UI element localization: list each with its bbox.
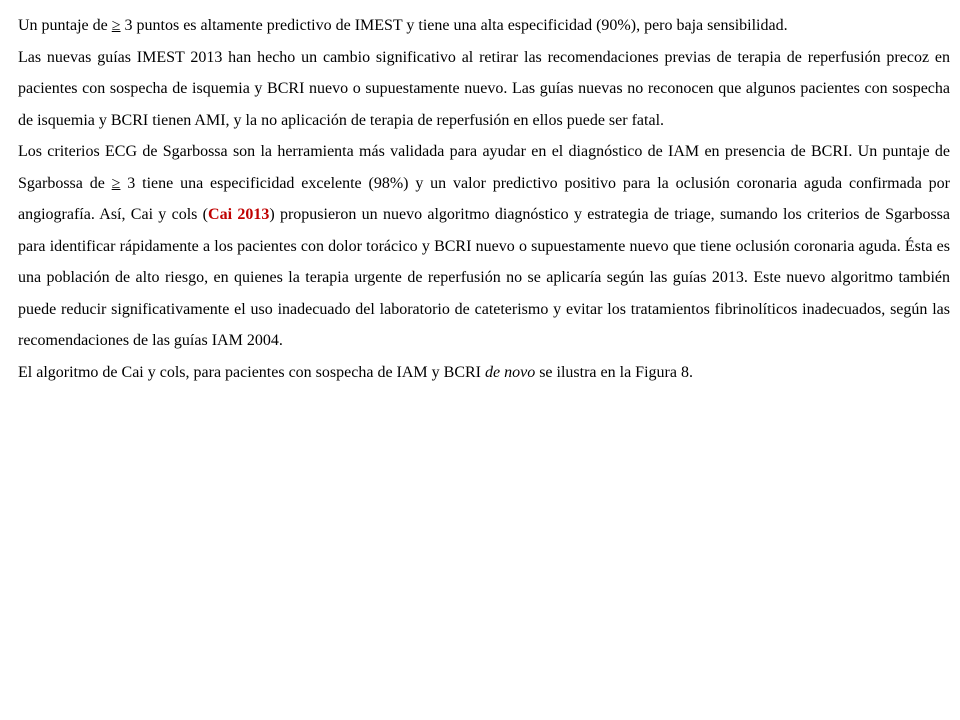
text-segment: se ilustra en la Figura 8. [535,363,693,381]
text-segment: Un puntaje de [18,17,112,34]
text-segment: Los criterios ECG de Sgarbossa son la herramienta más validada para ayudar en el diagnóstico de IAM en presencia de BCRI. Un puntaje de Sgarbossa de [18,143,950,192]
text-segment: El algoritmo de Cai y cols, para pacientes con sospecha de IAM y BCRI [18,363,485,381]
greater-equal-symbol: ≥ [111,174,121,192]
greater-equal-symbol: ≥ [111,17,121,34]
italic-term: de novo [485,363,536,381]
text-segment: 3 puntos es altamente predictivo de IMEST y tiene una alta especificidad (90%), pero baja sensibilidad. [120,17,788,34]
paragraph-algorithm-reference [18,357,950,389]
paragraph-imest-guidelines [18,42,950,137]
text-segment: Las nuevas guías IMEST 2013 han hecho un cambio significativo al retirar las recomendaciones previas de terapia de reperfusión precoz en pacientes con sospecha de isquemia y BCRI nuevo o supuestamente nuevo. Las guías nuevas no reconocen que algunos pacientes con sospecha de isquemia y BCRI tienen AMI, y la no aplicación de terapia de reperfusión en ellos puede ser fatal. [18,48,950,129]
document-page [18,10,950,388]
paragraph-sgarbossa-score [18,10,950,42]
paragraph-sgarbossa-criteria [18,136,950,357]
citation-link-cai-2013[interactable]: Cai 2013 [208,206,270,223]
text-segment: 3 tiene una especificidad excelente (98%) y un valor predictivo positivo para la oclusión coronaria aguda confirmada por angiografía. Así, Cai y cols ( [18,174,950,223]
text-segment: ) propusieron un nuevo algoritmo diagnóstico y estrategia de triage, sumando los criterios de Sgarbossa para identificar rápidamente a los pacientes con dolor torácico y BCRI nuevo o supuestamente nuevo que tiene oclusión coronaria aguda. Ésta es una población de alto riesgo, en quienes la terapia urgente de reperfusión no se aplicaría según las guías 2013. Este nuevo algoritmo también puede reducir significativamente el uso inadecuado del laboratorio de cateterismo y evitar los tratamientos fibrinolíticos inadecuados, según las recomendaciones de las guías IAM 2004. [18,206,951,349]
